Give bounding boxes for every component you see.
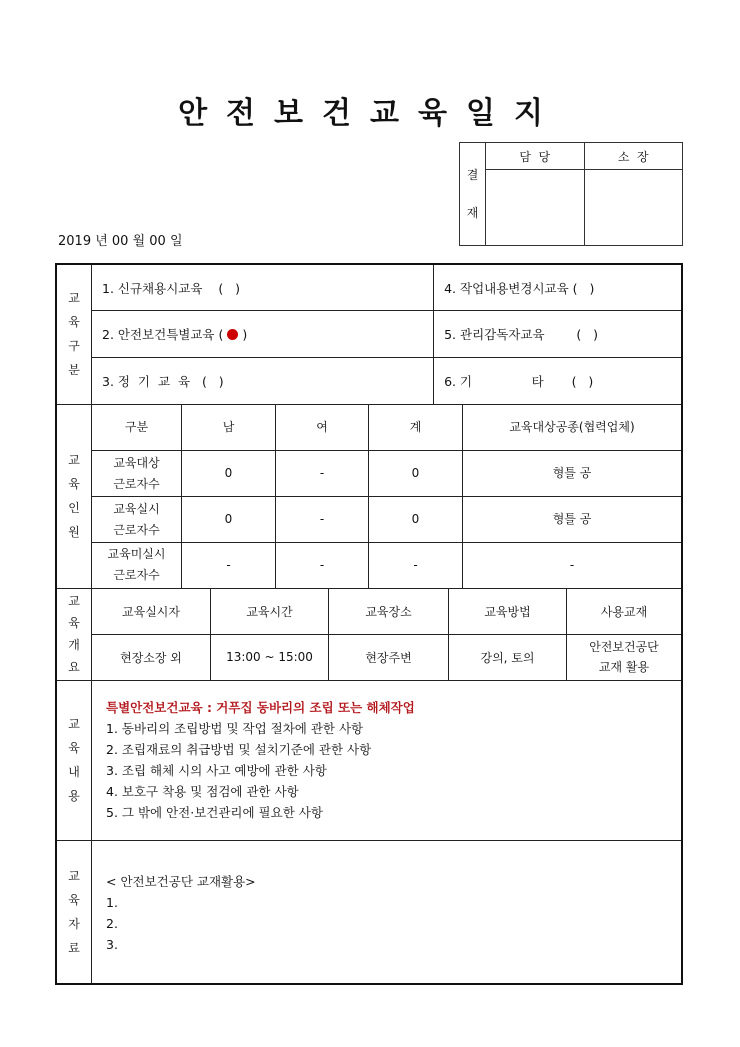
approval-label <box>460 143 486 246</box>
side-char: 교 <box>68 868 80 883</box>
row-label-line: 교육미실시 <box>107 547 166 562</box>
education-materials[interactable] <box>92 840 683 984</box>
approval-sign-director[interactable] <box>584 170 683 246</box>
row-label-line: 근로자수 <box>113 476 160 491</box>
male-count[interactable]: 0 <box>182 451 276 497</box>
materials-line: 1. <box>106 894 118 910</box>
category-item-other[interactable] <box>434 358 681 404</box>
female-count[interactable]: - <box>276 451 369 497</box>
side-char: 구 <box>68 339 80 354</box>
content-line: 2. 조립재료의 취급방법 및 설치기준에 관한 사항 <box>106 741 372 757</box>
content-line: 1. 동바리의 조립방법 및 작업 절차에 관한 사항 <box>106 720 364 736</box>
side-char: 교 <box>68 291 80 306</box>
content-line: 5. 그 밖에 안전·보건관리에 필요한 사항 <box>106 804 323 820</box>
section-label-overview <box>56 588 92 680</box>
category-item-new-hire[interactable] <box>92 265 434 311</box>
row-label-line: 교육실시 <box>113 501 160 516</box>
side-char: 요 <box>68 660 80 674</box>
overview-header: 교육방법 <box>449 589 567 635</box>
side-char: 료 <box>68 940 80 955</box>
education-content[interactable] <box>92 680 683 840</box>
side-char: 육 <box>68 477 80 491</box>
overview-header: 사용교재 <box>567 589 682 635</box>
personnel-row-label <box>92 451 182 497</box>
education-log-form <box>55 263 683 985</box>
personnel-row-label <box>92 497 182 543</box>
approval-col-director: 소 장 <box>584 143 683 170</box>
page-title: 안전보건교육일지 <box>178 96 562 131</box>
material-line: 안전보건공단 <box>589 640 659 655</box>
approval-box <box>459 142 683 246</box>
category-item-suffix: ) <box>242 327 248 343</box>
personnel-header: 남 <box>182 405 276 451</box>
education-place[interactable]: 현장주변 <box>329 635 449 680</box>
side-char: 개 <box>68 638 80 652</box>
total-count[interactable]: 0 <box>369 497 463 543</box>
education-time[interactable]: 13:00 ~ 15:00 <box>211 635 329 680</box>
side-char: 육 <box>68 315 80 330</box>
overview-header: 교육장소 <box>329 589 449 635</box>
approval-col-manager: 담 당 <box>486 143 585 170</box>
content-line: 3. 조립 해체 시의 사고 예방에 관한 사항 <box>106 762 327 778</box>
category-item-label: 3. 정 기 교 육 ( ) <box>102 373 224 389</box>
approval-sign-manager[interactable] <box>486 170 585 246</box>
materials-line: 2. <box>106 915 118 931</box>
side-char: 용 <box>68 789 80 803</box>
teaching-material[interactable] <box>567 635 682 680</box>
row-label-line: 근로자수 <box>113 522 160 537</box>
overview-header: 교육시간 <box>211 589 329 635</box>
side-char: 인 <box>68 501 80 515</box>
instructor[interactable]: 현장소장 외 <box>92 635 211 680</box>
material-line: 교재 활용 <box>598 660 650 675</box>
section-label-category <box>56 264 92 404</box>
materials-heading: < 안전보건공단 교재활용> <box>106 873 256 889</box>
approval-label-char: 재 <box>466 206 479 220</box>
overview-header: 교육실시자 <box>92 589 211 635</box>
document-date: 2019 년 00 월 00 일 <box>58 234 183 249</box>
female-count[interactable]: - <box>276 543 369 588</box>
side-char: 육 <box>68 616 80 630</box>
category-item-label: 6. 기 타 ( ) <box>444 373 594 389</box>
total-count[interactable]: - <box>369 543 463 588</box>
side-char: 교 <box>68 453 80 467</box>
row-label-line: 교육대상 <box>113 455 160 470</box>
personnel-header: 구분 <box>92 405 182 451</box>
personnel-table <box>92 405 681 588</box>
side-char: 교 <box>68 717 80 731</box>
male-count[interactable]: 0 <box>182 497 276 543</box>
personnel-header: 계 <box>369 405 463 451</box>
trade[interactable]: 형틀 공 <box>463 451 682 497</box>
category-item-label: 4. 작업내용변경시교육 ( ) <box>444 280 595 296</box>
male-count[interactable]: - <box>182 543 276 588</box>
trade[interactable]: - <box>463 543 682 588</box>
personnel-header: 여 <box>276 405 369 451</box>
category-grid <box>92 265 681 404</box>
section-label-content <box>56 680 92 840</box>
side-char: 교 <box>68 594 80 608</box>
materials-line: 3. <box>106 936 118 952</box>
content-line: 4. 보호구 착용 및 점검에 관한 사항 <box>106 783 299 799</box>
education-method[interactable]: 강의, 토의 <box>449 635 567 680</box>
approval-label-char: 결 <box>466 168 479 182</box>
side-char: 육 <box>68 741 80 755</box>
category-item-job-change[interactable] <box>434 265 681 311</box>
category-item-supervisor[interactable] <box>434 311 681 358</box>
section-label-personnel <box>56 404 92 588</box>
side-char: 분 <box>68 363 80 378</box>
content-heading: 특별안전보건교육 : 거푸집 동바리의 조립 또는 해체작업 <box>106 699 415 715</box>
trade[interactable]: 형틀 공 <box>463 497 682 543</box>
overview-table <box>92 589 681 680</box>
row-label-line: 근로자수 <box>113 568 160 583</box>
section-label-materials <box>56 840 92 984</box>
selected-mark-icon <box>227 329 238 340</box>
category-item-regular[interactable] <box>92 358 434 404</box>
side-char: 자 <box>68 916 80 931</box>
personnel-row-label <box>92 543 182 588</box>
category-item-label: 1. 신규채용시교육 ( ) <box>102 280 240 296</box>
side-char: 내 <box>68 765 80 779</box>
category-item-label: 2. 안전보건특별교육 ( <box>102 327 224 343</box>
category-item-special[interactable] <box>92 311 434 358</box>
personnel-header: 교육대상공종(협력업체) <box>463 405 682 451</box>
female-count[interactable]: - <box>276 497 369 543</box>
total-count[interactable]: 0 <box>369 451 463 497</box>
side-char: 육 <box>68 892 80 907</box>
category-item-label: 5. 관리감독자교육 ( ) <box>444 327 598 343</box>
side-char: 원 <box>68 525 80 539</box>
